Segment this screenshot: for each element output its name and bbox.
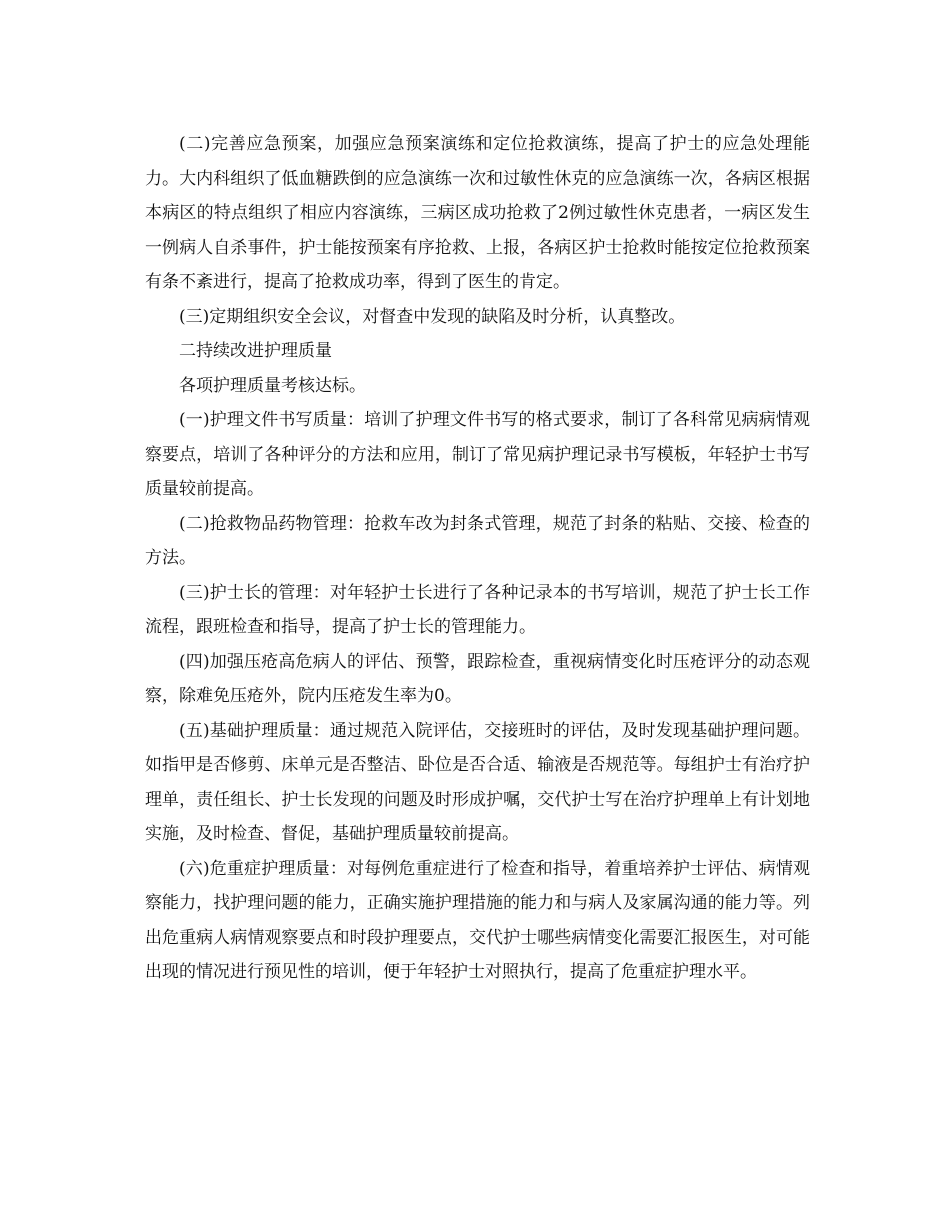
- document-body: [145, 127, 810, 990]
- paragraph-basic-nursing: (五)基础护理质量：通过规范入院评估，交接班时的评估，及时发现基础护理问题。如指甲是否修剪、床单元是否整洁、卧位是否合适、输液是否规范等。每组护士有治疗护理单，责任组长、护士长发现的问题及时形成护嘱，交代护士写在治疗护理单上有计划地实施，及时检查、督促，基础护理质量较前提高。: [145, 720, 810, 844]
- paragraph-safety-meeting: (三)定期组织安全会议，对督查中发现的缺陷及时分析，认真整改。: [179, 306, 686, 327]
- paragraph-emergency-plan: (二)完善应急预案，加强应急预案演练和定位抢救演练，提高了护士的应急处理能力。大内科组织了低血糖跌倒的应急演练一次和过敏性休克的应急演练一次，各病区根据本病区的特点组织了相应内容演练，三病区成功抢救了2例过敏性休克患者，一病区发生一例病人自杀事件，护士能按预案有序抢救、上报，各病区护士抢救时能按定位抢救预案有条不紊进行，提高了抢救成功率，得到了医生的肯定。: [145, 134, 810, 292]
- paragraph-pressure-ulcer: (四)加强压疮高危病人的评估、预警，跟踪检查，重视病情变化时压疮评分的动态观察，除难免压疮外，院内压疮发生率为0。: [145, 651, 810, 706]
- paragraph-critical-care: (六)危重症护理质量：对每例危重症进行了检查和指导，着重培养护士评估、病情观察能力，找护理问题的能力，正确实施护理措施的能力和与病人及家属沟通的能力等。列出危重病人病情观察要点和时段护理要点，交代护士哪些病情变化需要汇报医生，对可能出现的情况进行预见性的培训，便于年轻护士对照执行，提高了危重症护理水平。: [145, 858, 810, 982]
- paragraph-rescue-supplies: (二)抢救物品药物管理：抢救车改为封条式管理，规范了封条的粘贴、交接、检查的方法。: [145, 513, 810, 568]
- paragraph-quality-standard: 各项护理质量考核达标。: [179, 375, 366, 396]
- paragraph-nursing-documents: (一)护理文件书写质量：培训了护理文件书写的格式要求，制订了各科常见病病情观察要点，培训了各种评分的方法和应用，制订了常见病护理记录书写模板，年轻护士书写质量较前提高。: [145, 410, 810, 499]
- paragraph-head-nurse-management: (三)护士长的管理：对年轻护士长进行了各种记录本的书写培训，规范了护士长工作流程，跟班检查和指导，提高了护士长的管理能力。: [145, 582, 810, 637]
- section-heading-quality: 二持续改进护理质量: [179, 341, 332, 361]
